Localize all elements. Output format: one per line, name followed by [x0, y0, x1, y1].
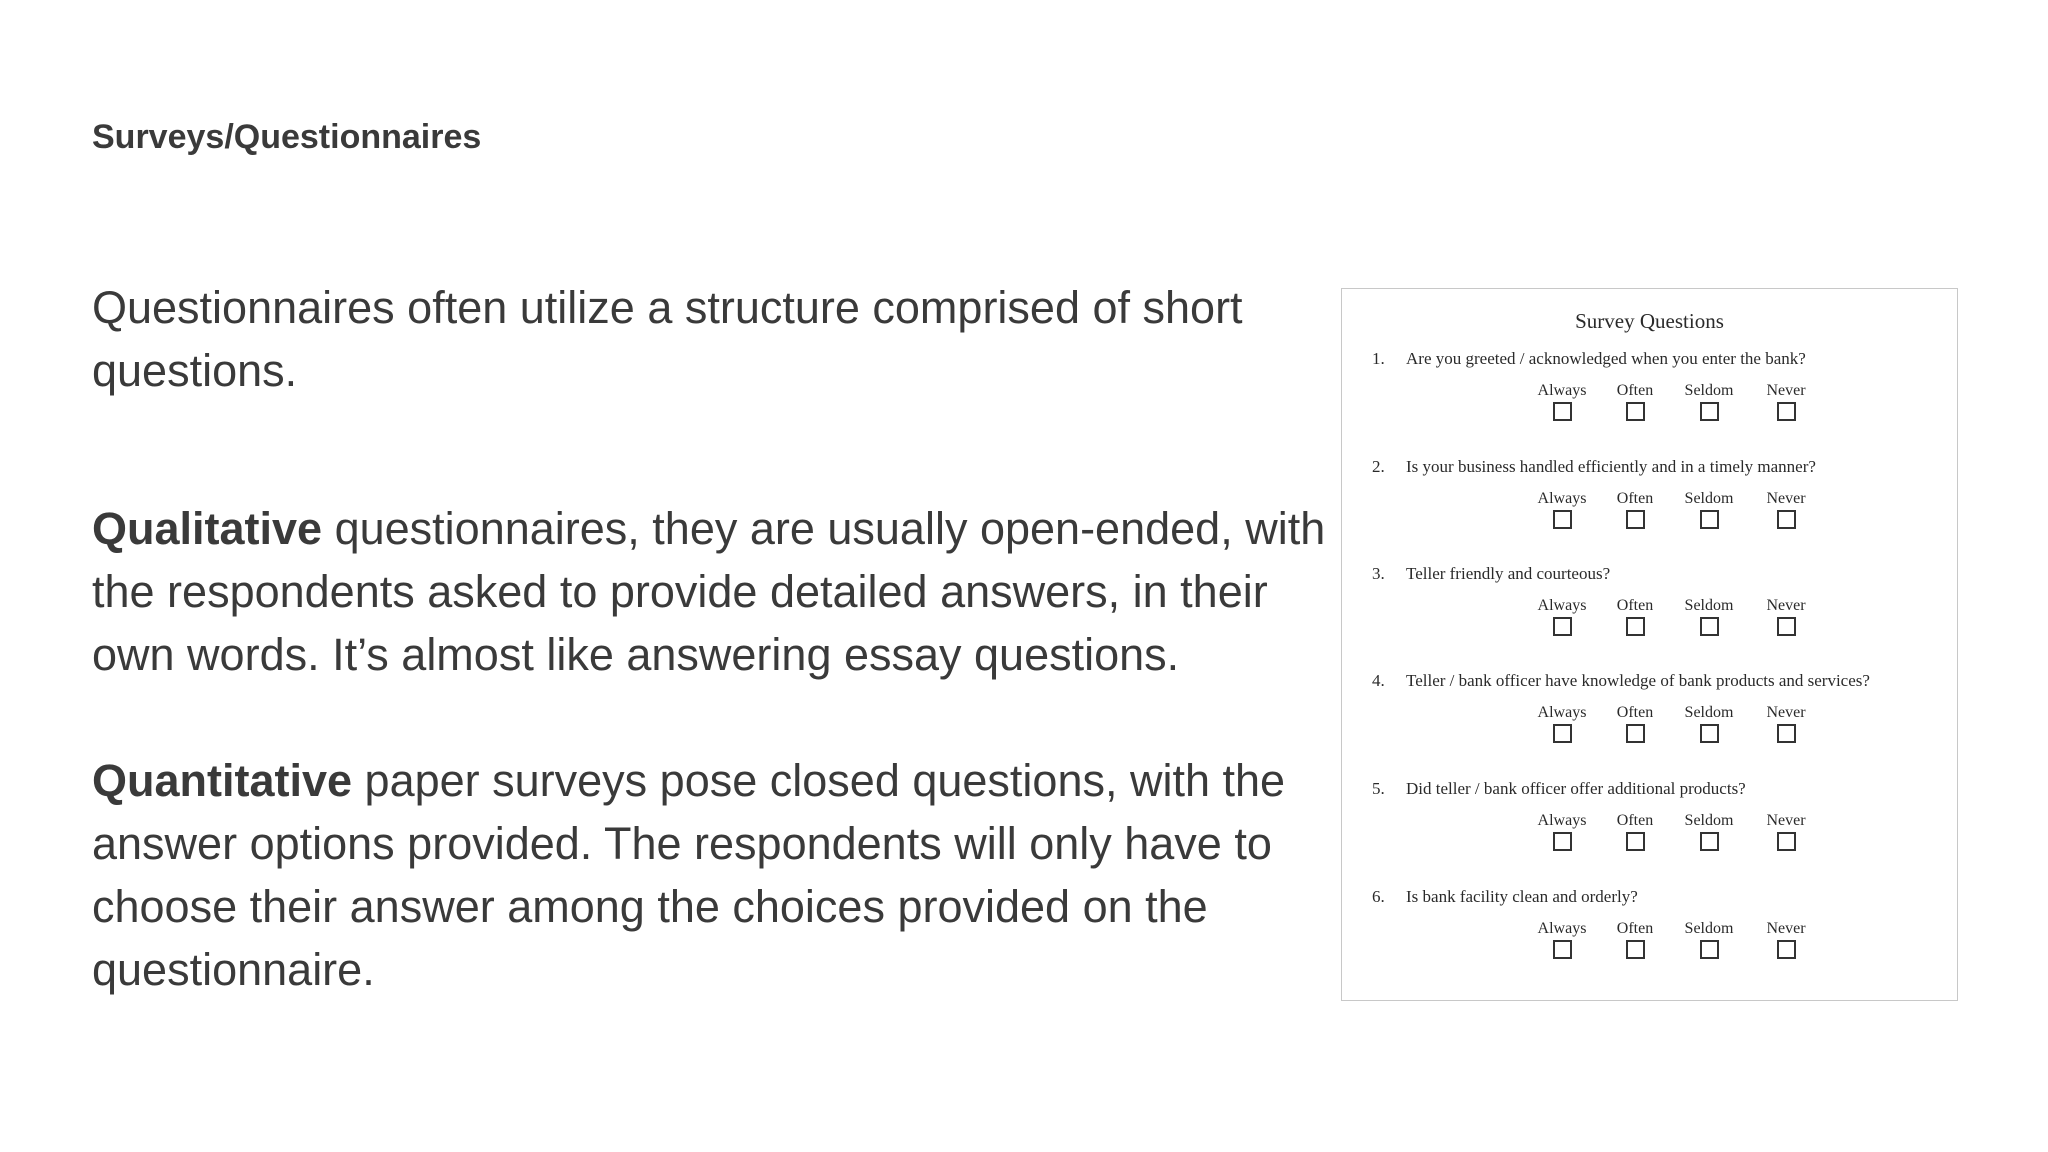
question-text: [1372, 457, 1816, 477]
paragraph-qualitative: [92, 497, 1332, 686]
question-text: [1372, 671, 1870, 691]
checkbox-icon: [1626, 402, 1645, 421]
question-label: Is your business handled efficiently and in a timely manner?: [1406, 457, 1816, 476]
checkbox-icon: [1626, 832, 1645, 851]
checkbox-icon: [1777, 832, 1796, 851]
survey-question: [1372, 887, 1947, 987]
survey-question: [1372, 349, 1947, 449]
answer-option: [1527, 813, 1597, 851]
slide-title: Surveys/Questionnaires: [92, 118, 482, 156]
answer-option: [1527, 705, 1597, 743]
option-label: Always: [1537, 812, 1587, 829]
question-text: [1372, 564, 1610, 584]
answer-option: [1674, 383, 1744, 421]
answer-option: [1527, 598, 1597, 636]
answer-option: [1600, 491, 1670, 529]
answer-option: [1751, 705, 1821, 743]
option-label: Never: [1766, 812, 1806, 829]
option-label: Never: [1766, 382, 1806, 399]
answer-option: [1527, 491, 1597, 529]
answer-option: [1751, 383, 1821, 421]
answer-option: [1751, 491, 1821, 529]
question-text: [1372, 887, 1638, 907]
survey-title: Survey Questions: [1575, 309, 1724, 333]
question-number: 1.: [1372, 349, 1385, 368]
answer-option: [1674, 491, 1744, 529]
checkbox-icon: [1553, 402, 1572, 421]
answer-option: [1674, 598, 1744, 636]
checkbox-icon: [1700, 940, 1719, 959]
quantitative-term: Quantitative: [92, 755, 353, 806]
option-label: Never: [1766, 704, 1806, 721]
survey-question: [1372, 457, 1947, 557]
checkbox-icon: [1700, 617, 1719, 636]
question-number: 4.: [1372, 671, 1385, 690]
option-label: Never: [1766, 490, 1806, 507]
checkbox-icon: [1553, 510, 1572, 529]
option-label: Seldom: [1684, 812, 1734, 829]
answer-option: [1600, 705, 1670, 743]
question-label: Teller friendly and courteous?: [1406, 564, 1611, 583]
option-label: Seldom: [1684, 704, 1734, 721]
checkbox-icon: [1777, 402, 1796, 421]
checkbox-icon: [1700, 402, 1719, 421]
paragraph-intro: Questionnaires often utilize a structure comprised of short questions.: [92, 282, 1243, 396]
quantitative-description: paper surveys pose closed questions, with the answer options provided. The respondents will only have to choose their answer among the choices provided on the questionnaire.: [92, 755, 1286, 995]
qualitative-description: questionnaires, they are usually open-ended, with the respondents asked to provide detailed answers, in their own words. It’s almost like answering essay questions.: [92, 503, 1326, 680]
checkbox-icon: [1626, 724, 1645, 743]
answer-option: [1527, 383, 1597, 421]
question-label: Did teller / bank officer offer additional products?: [1406, 779, 1746, 798]
option-label: Seldom: [1684, 920, 1734, 937]
checkbox-icon: [1777, 724, 1796, 743]
survey-form-image: [1341, 288, 1958, 1001]
answer-option: [1600, 598, 1670, 636]
checkbox-icon: [1626, 617, 1645, 636]
survey-question: [1372, 564, 1947, 664]
option-label: Often: [1616, 490, 1654, 507]
answer-option: [1600, 383, 1670, 421]
option-label: Always: [1537, 704, 1587, 721]
checkbox-icon: [1777, 510, 1796, 529]
question-number: 5.: [1372, 779, 1385, 798]
option-label: Never: [1766, 597, 1806, 614]
checkbox-icon: [1777, 940, 1796, 959]
question-label: Are you greeted / acknowledged when you enter the bank?: [1406, 349, 1806, 368]
option-label: Often: [1616, 597, 1654, 614]
option-label: Seldom: [1684, 597, 1734, 614]
checkbox-icon: [1553, 617, 1572, 636]
option-label: Often: [1616, 812, 1654, 829]
question-number: 2.: [1372, 457, 1385, 476]
checkbox-icon: [1700, 724, 1719, 743]
option-label: Often: [1616, 704, 1654, 721]
checkbox-icon: [1777, 617, 1796, 636]
answer-option: [1527, 921, 1597, 959]
question-number: 3.: [1372, 564, 1385, 583]
option-label: Seldom: [1684, 490, 1734, 507]
checkbox-icon: [1553, 832, 1572, 851]
body-text: [92, 276, 1332, 1001]
checkbox-icon: [1700, 510, 1719, 529]
survey-question: [1372, 779, 1947, 879]
answer-option: [1600, 813, 1670, 851]
answer-option: [1674, 813, 1744, 851]
checkbox-icon: [1553, 940, 1572, 959]
option-label: Seldom: [1684, 382, 1734, 399]
option-label: Always: [1537, 597, 1587, 614]
answer-option: [1600, 921, 1670, 959]
option-label: Always: [1537, 382, 1587, 399]
option-label: Never: [1766, 920, 1806, 937]
paragraph-quantitative: [92, 749, 1332, 1001]
question-text: [1372, 349, 1806, 369]
option-label: Always: [1537, 490, 1587, 507]
answer-option: [1751, 598, 1821, 636]
qualitative-term: Qualitative: [92, 503, 323, 554]
checkbox-icon: [1553, 724, 1572, 743]
survey-question: [1372, 671, 1947, 771]
question-number: 6.: [1372, 887, 1385, 906]
checkbox-icon: [1626, 940, 1645, 959]
answer-option: [1751, 921, 1821, 959]
option-label: Always: [1537, 920, 1587, 937]
checkbox-icon: [1700, 832, 1719, 851]
option-label: Often: [1616, 382, 1654, 399]
checkbox-icon: [1626, 510, 1645, 529]
option-label: Often: [1616, 920, 1654, 937]
question-label: Teller / bank officer have knowledge of bank products and services?: [1406, 671, 1870, 690]
answer-option: [1674, 921, 1744, 959]
question-text: [1372, 779, 1746, 799]
answer-option: [1674, 705, 1744, 743]
question-label: Is bank facility clean and orderly?: [1406, 887, 1638, 906]
answer-option: [1751, 813, 1821, 851]
